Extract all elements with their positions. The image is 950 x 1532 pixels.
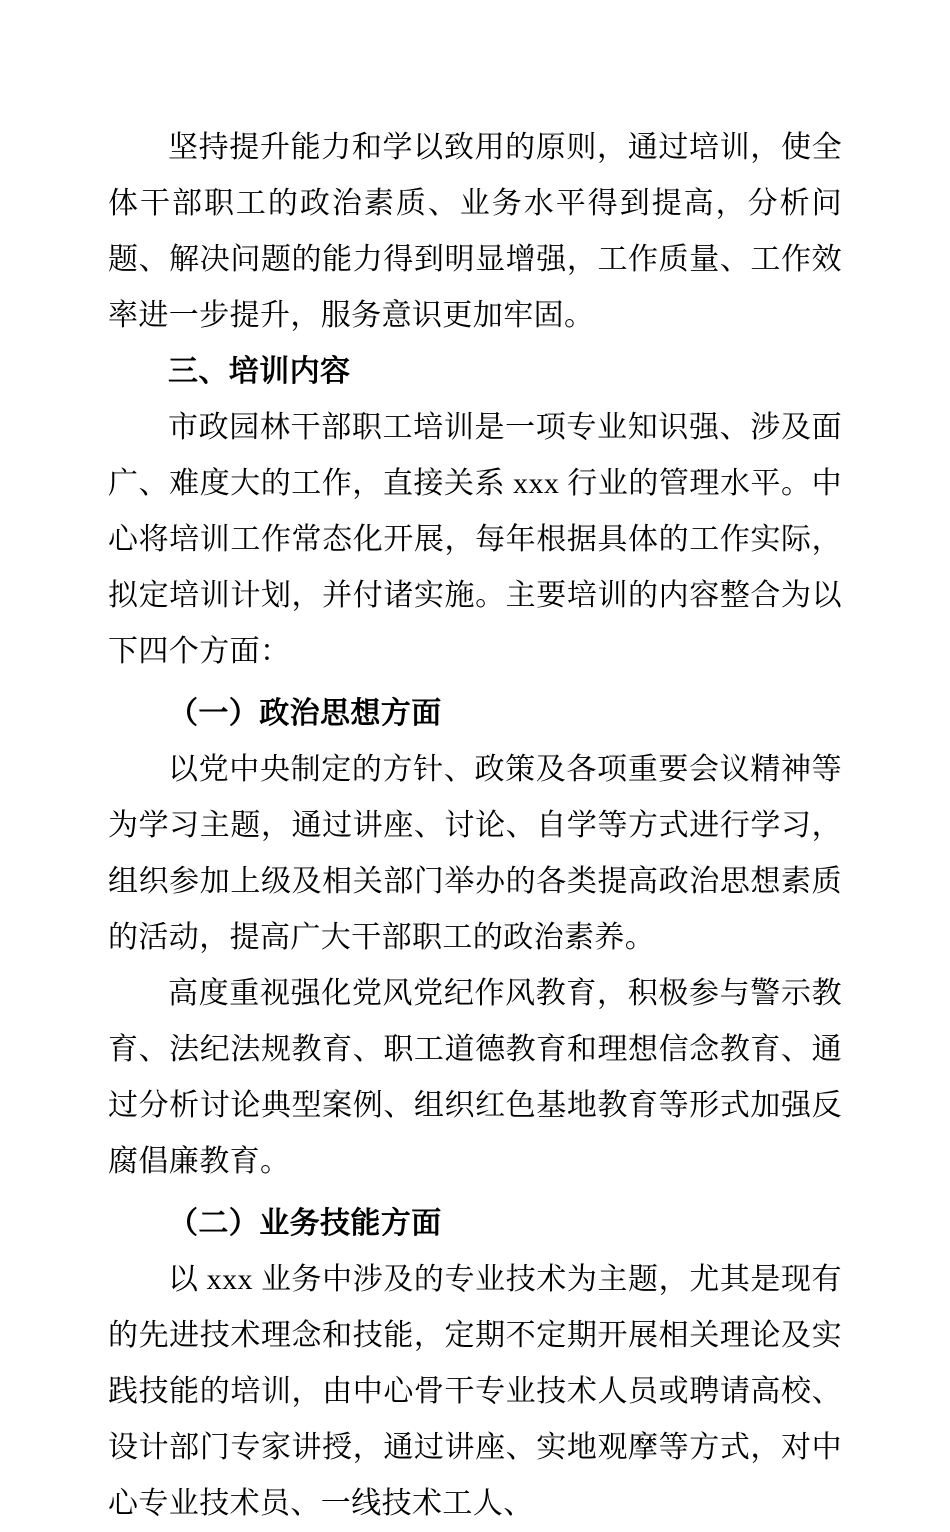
- paragraph-training-overview: 市政园林干部职工培训是一项专业知识强、涉及面广、难度大的工作，直接关系 xxx 行业的管理水平。中心将培训工作常态化开展，每年根据具体的工作实际，拟定培训计划，并付诸实施。主要培训的内容整合为以下四个方面：: [108, 411, 842, 668]
- subheading-political-thought: （一）政治思想方面: [168, 696, 442, 731]
- heading-training-content: 三、培训内容: [168, 354, 351, 389]
- subheading-business-skills: （二）业务技能方面: [168, 1206, 442, 1241]
- paragraph-party-discipline: 高度重视强化党风党纪作风教育，积极参与警示教育、法纪法规教育、职工道德教育和理想信念教育、通过分析讨论典型案例、组织红色基地教育等形式加强反腐倡廉教育。: [108, 977, 842, 1178]
- document-body: [108, 120, 842, 1532]
- paragraph-business-training: 以 xxx 业务中涉及的专业技术为主题，尤其是现有的先进技术理念和技能，定期不定期开展相关理论及实践技能的培训，由中心骨干专业技术人员或聘请高校、设计部门专家讲授，通过讲座、实地观摩等方式，对中心专业技术员、一线技术工人、: [108, 1263, 842, 1520]
- paragraph-training-principle: 坚持提升能力和学以致用的原则，通过培训，使全体干部职工的政治素质、业务水平得到提高，分析问题、解决问题的能力得到明显增强，工作质量、工作效率进一步提升，服务意识更加牢固。: [108, 131, 842, 332]
- paragraph-political-study: 以党中央制定的方针、政策及各项重要会议精神等为学习主题，通过讲座、讨论、自学等方式进行学习，组织参加上级及相关部门举办的各类提高政治思想素质的活动，提高广大干部职工的政治素养。: [108, 753, 842, 954]
